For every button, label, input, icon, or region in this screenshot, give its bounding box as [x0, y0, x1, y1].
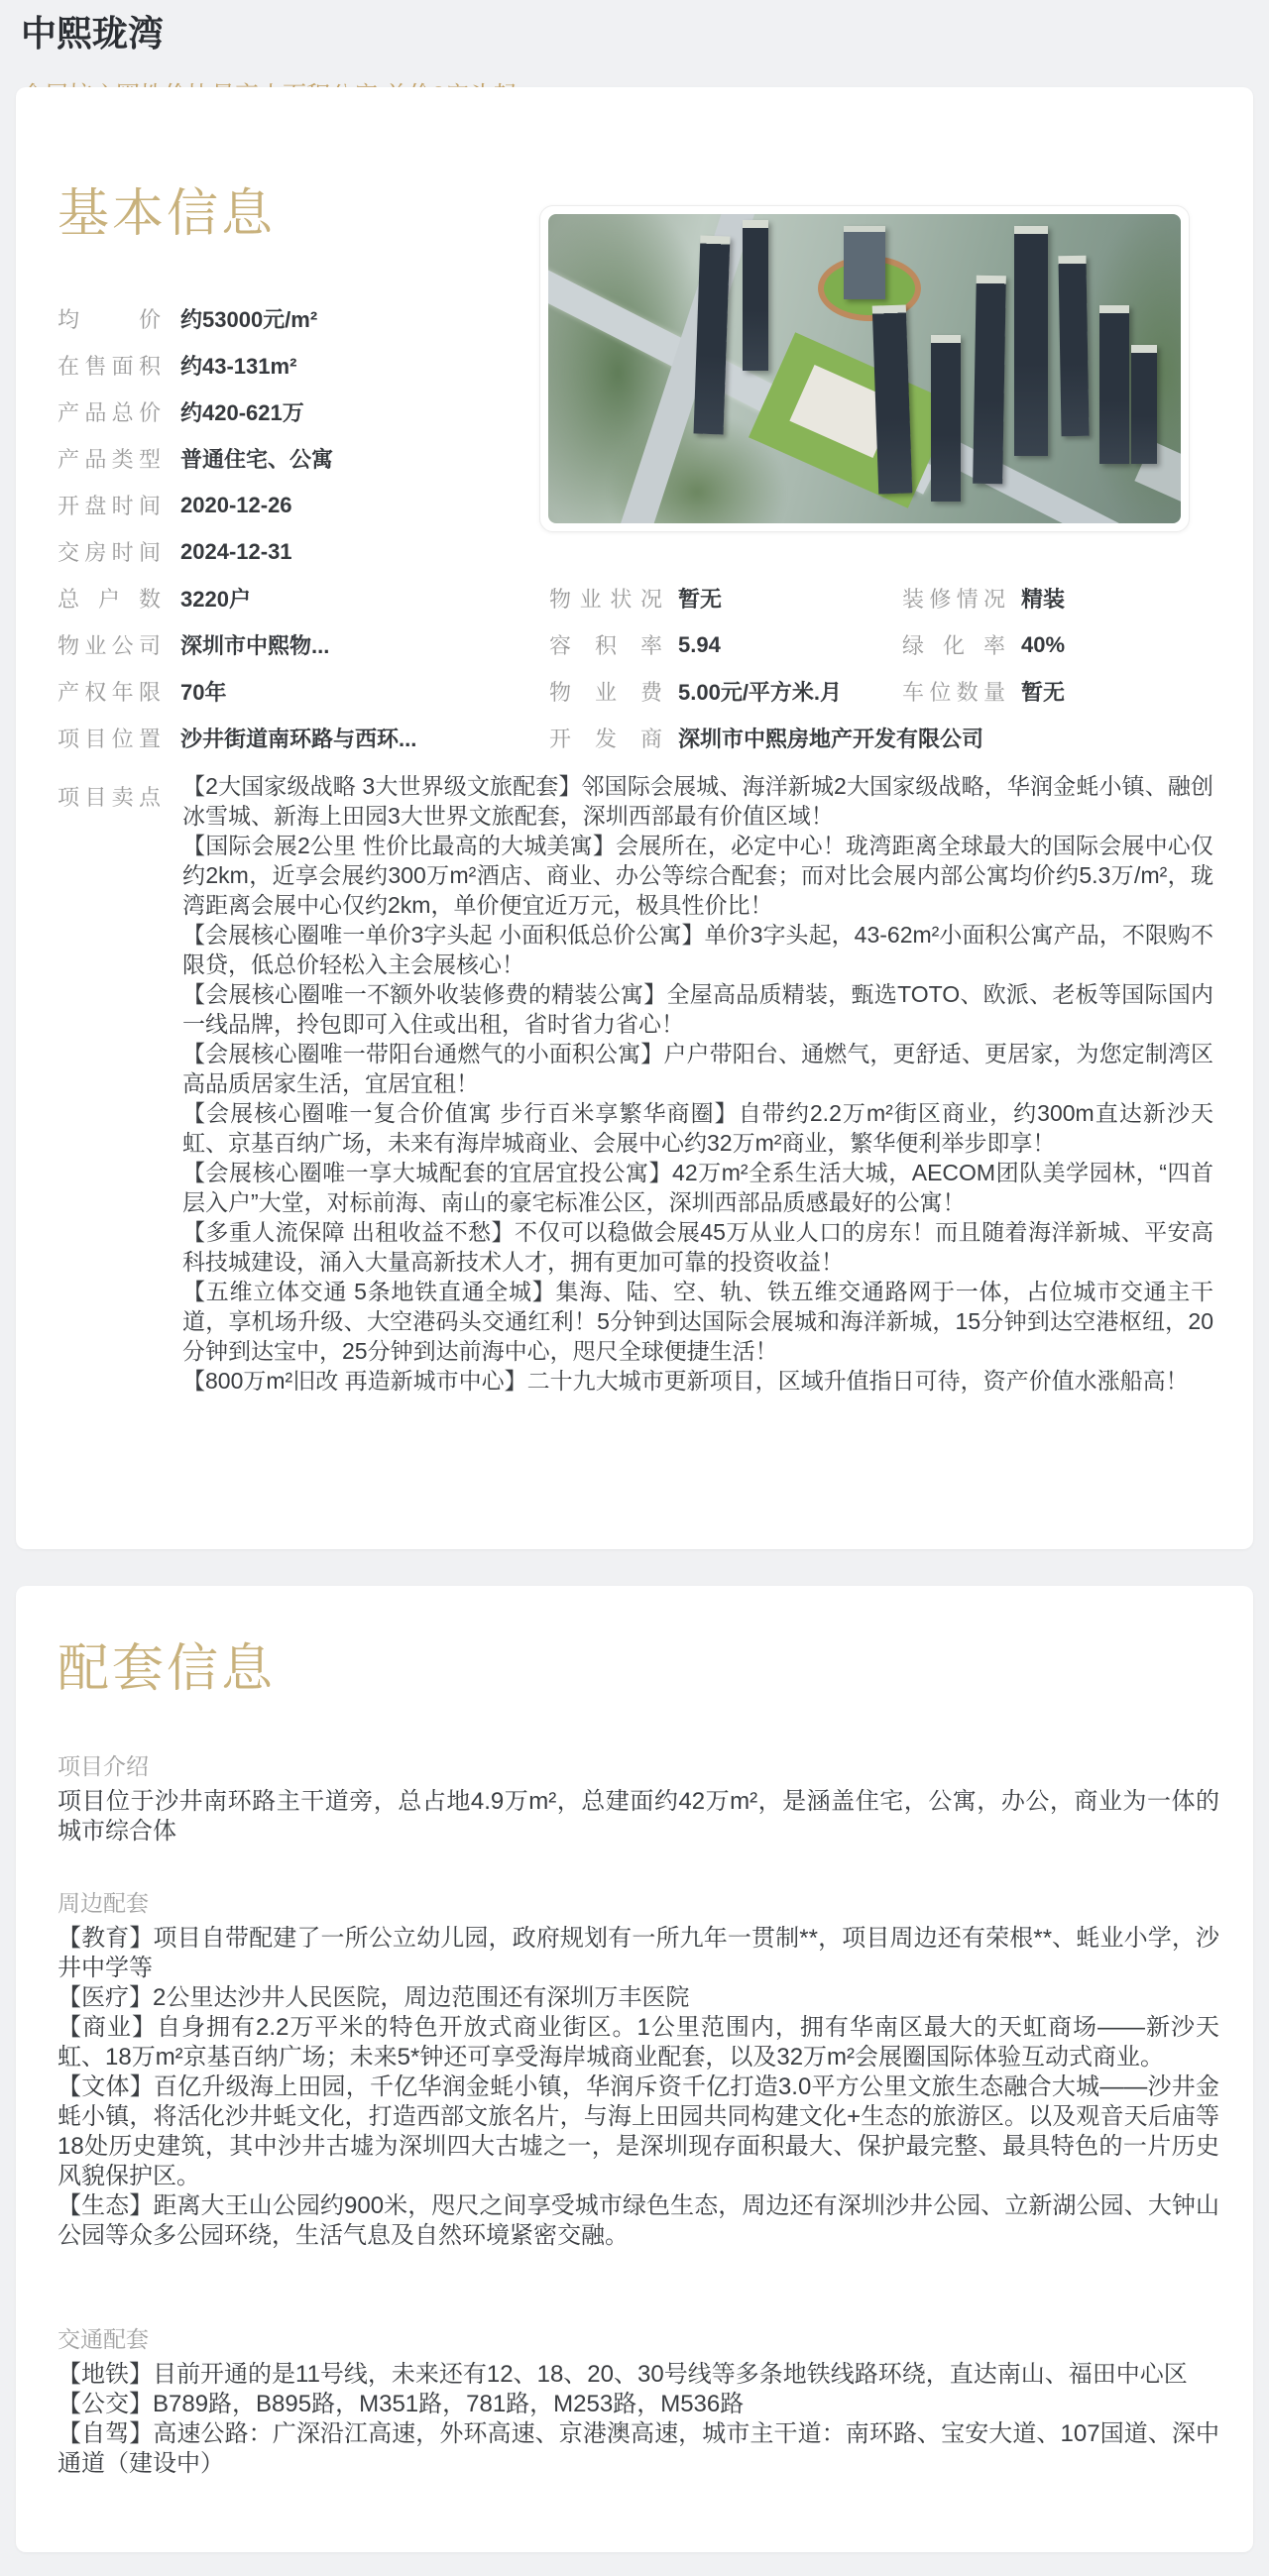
field-label: 物业公司: [58, 633, 161, 658]
field-label: 物业状况: [549, 587, 662, 612]
field-label: 交房时间: [58, 540, 161, 565]
property-rendering-image: [548, 214, 1181, 523]
property-photo[interactable]: [539, 205, 1190, 532]
field-label: 项目位置: [58, 727, 161, 751]
surroundings-paragraph: 【生态】距离大王山公园约900米，咫尺之间享受城市绿色生态，周边还有深圳沙井公园、立新湖公园、大钟山公园等众多公园环绕，生活气息及自然环境紧密交融。: [58, 2192, 1219, 2249]
field-value: 沙井街道南环路与西环...: [180, 727, 417, 751]
field-row: [549, 715, 984, 761]
tower-shape: [743, 220, 768, 371]
field-value: 深圳市中熙房地产开发有限公司: [678, 727, 984, 751]
field-row: [58, 295, 539, 342]
tower-shape: [1014, 226, 1048, 456]
field-row: [58, 528, 539, 575]
field-row: [902, 621, 1229, 668]
field-row: [58, 621, 539, 668]
section-label-transport: 交通配套: [58, 2326, 149, 2352]
field-label: 均价: [58, 307, 161, 332]
selling-point-paragraph: 【会展核心圈唯一享大城配套的宜居宜投公寓】42万m²全系生活大城，AECOM团队美学园林，“四首层入户”大堂，对标前海、南山的豪宅标准公区，深圳西部品质感最好的公寓！: [182, 1160, 1213, 1215]
field-value: 70年: [180, 680, 227, 705]
field-value: 40%: [1021, 631, 1066, 657]
field-row: [58, 668, 539, 715]
intro-text: [58, 1787, 1219, 1847]
field-label: 装修情况: [902, 587, 1005, 612]
tower-shape: [1058, 256, 1089, 436]
field-value: 普通住宅、公寓: [180, 447, 334, 472]
tower-shape: [694, 236, 731, 435]
field-label: 物业费: [549, 680, 662, 705]
surroundings-paragraph: 【商业】自身拥有2.2万平米的特色开放式商业街区。1公里范围内，拥有华南区最大的天虹商场——新沙天虹、18万m²京基百纳广场；未来5*钟还可享受海岸城商业配套，以及32万m²会展圈国际体验互动式商业。: [58, 2014, 1219, 2071]
tower-shape: [973, 276, 1006, 484]
transport-text: [58, 2360, 1219, 2479]
section-label-surroundings: 周边配套: [58, 1890, 149, 1916]
selling-points-label: 项目卖点: [58, 785, 161, 810]
field-row: [58, 389, 539, 435]
field-value: 约53000元/m²: [180, 307, 318, 332]
selling-point-paragraph: 【五维立体交通 5条地铁直通全城】集海、陆、空、轨、铁五维交通路网于一体，占位城市交通主干道，享机场升级、大空港码头交通红利！5分钟到达国际会展城和海洋新城，15分钟到达空港枢纽，20分钟到达宝中，25分钟到达前海中心，咫尺全球便捷生活！: [182, 1279, 1213, 1364]
field-row: [58, 435, 539, 482]
field-value: 3220户: [180, 587, 251, 612]
field-value: 精装: [1021, 587, 1066, 612]
field-row: [58, 575, 539, 621]
basic-info-heading: 基本信息: [58, 185, 277, 243]
surroundings-paragraph: 【文体】百亿升级海上田园，千亿华润金蚝小镇，华润斥资千亿打造3.0平方公里文旅生态融合大城——沙井金蚝小镇，将活化沙井蚝文化，打造西部文旅名片，与海上田园共同构建文化+生态的旅游区。以及观音天后庙等18处历史建筑，其中沙井古墟为深圳四大古墟之一，是深圳现存面积最大、保护最完整、最具特色的一片历史风貌保护区。: [58, 2073, 1219, 2189]
tower-shape: [1099, 305, 1129, 464]
field-row: [549, 668, 906, 715]
page-title: 中熙珑湾: [21, 13, 165, 54]
field-row: [58, 715, 539, 761]
selling-point-paragraph: 【2大国家级战略 3大世界级文旅配套】邻国际会展城、海洋新城2大国家级战略，华润金蚝小镇、融创冰雪城、新海上田园3大世界文旅配套，深圳西部最有价值区域！: [182, 773, 1213, 829]
selling-point-paragraph: 【多重人流保障 出租收益不愁】不仅可以稳做会展45万从业人口的房东！而且随着海洋新城、平安高科技城建设，涌入大量高新技术人才，拥有更加可靠的投资收益！: [182, 1219, 1213, 1275]
field-label: 容积率: [549, 633, 662, 658]
field-value: 约43-131m²: [180, 354, 297, 379]
field-value: 2024-12-31: [180, 538, 292, 564]
selling-point-paragraph: 【会展核心圈唯一带阳台通燃气的小面积公寓】户户带阳台、通燃气，更舒适、更居家，为您定制湾区高品质居家生活，宜居宜租！: [182, 1041, 1213, 1096]
field-label: 车位数量: [902, 680, 1005, 705]
selling-point-paragraph: 【会展核心圈唯一不额外收装修费的精装公寓】全屋高品质精装，甄选TOTO、欧派、老板等国际国内一线品牌，拎包即可入住或出租，省时省力省心！: [182, 981, 1213, 1037]
tower-shape: [931, 335, 961, 502]
field-value: 深圳市中熙物...: [180, 633, 330, 658]
field-value: 暂无: [678, 587, 723, 612]
intro-paragraph: 项目位于沙井南环路主干道旁，总占地4.9万m²，总建面约42万m²，是涵盖住宅，公寓，办公，商业为一体的城市综合体: [58, 1788, 1219, 1845]
surroundings-text: [58, 1924, 1219, 2251]
tower-shape: [872, 304, 913, 494]
transport-paragraph: 【自驾】高速公路：广深沿江高速，外环高速、京港澳高速，城市主干道：南环路、宝安大道、107国道、深中通道（建设中）: [58, 2420, 1219, 2477]
surroundings-paragraph: 【教育】项目自带配建了一所公立幼儿园，政府规划有一所九年一贯制**，项目周边还有荣根**、蚝业小学，沙井中学等: [58, 1925, 1219, 1981]
selling-point-paragraph: 【会展核心圈唯一复合价值寓 步行百米享繁华商圈】自带约2.2万m²街区商业，约300m直达新沙天虹、京基百纳广场，未来有海岸城商业、会展中心约32万m²商业，繁华便利举步即享！: [182, 1100, 1213, 1156]
field-label: 产权年限: [58, 680, 161, 705]
field-label: 在售面积: [58, 354, 161, 379]
field-row: [549, 575, 906, 621]
transport-paragraph: 【地铁】目前开通的是11号线，未来还有12、18、20、30号线等多条地铁线路环绕，直达南山、福田中心区: [58, 2361, 1188, 2388]
field-value: 2020-12-26: [180, 492, 292, 517]
field-row: [902, 668, 1229, 715]
basic-fields-left: [58, 295, 539, 761]
section-label-intro: 项目介绍: [58, 1753, 149, 1779]
basic-info-card: [16, 87, 1253, 1549]
surroundings-paragraph: 【医疗】2公里达沙井人民医院，周边范围还有深圳万丰医院: [58, 1984, 690, 2011]
field-value: 约420-621万: [180, 400, 304, 425]
field-row: [58, 342, 539, 389]
facilities-card: [16, 1586, 1253, 2552]
tower-shape: [1131, 345, 1157, 464]
field-label: 产品总价: [58, 400, 161, 425]
selling-points-text: [182, 771, 1213, 1396]
selling-point-paragraph: 【国际会展2公里 性价比最高的大城美寓】会展所在，必定中心！珑湾距离全球最大的国际会展中心仅约2km，近享会展约300万m²酒店、商业、办公等综合配套；而对比会展内部公寓均价约5.3万/m²，珑湾距离会展中心仅约2km，单价便宜近万元，极具性价比！: [182, 833, 1213, 918]
field-value: 暂无: [1021, 680, 1066, 705]
field-row: [58, 482, 539, 528]
field-label: 总户数: [58, 587, 161, 612]
basic-fields-right: [902, 575, 1229, 715]
field-label: 开发商: [549, 727, 662, 751]
facilities-heading: 配套信息: [58, 1640, 277, 1698]
field-value: 5.94: [678, 631, 721, 657]
selling-point-paragraph: 【800万m²旧改 再造新城市中心】二十九大城市更新项目，区域升值指日可待，资产价值水涨船高！: [182, 1368, 1189, 1394]
field-label: 开盘时间: [58, 494, 161, 518]
transport-paragraph: 【公交】B789路，B895路，M351路，781路，M253路，M536路: [58, 2391, 745, 2417]
field-label: 绿化率: [902, 633, 1005, 658]
selling-point-paragraph: 【会展核心圈唯一单价3字头起 小面积低总价公寓】单价3字头起，43-62m²小面积公寓产品，不限购不限贷，低总价轻松入主会展核心！: [182, 922, 1213, 977]
field-label: 产品类型: [58, 447, 161, 472]
field-value: 5.00元/平方米.月: [678, 680, 843, 705]
field-row: [549, 621, 906, 668]
field-row: [902, 575, 1229, 621]
tower-shape: [844, 226, 885, 299]
